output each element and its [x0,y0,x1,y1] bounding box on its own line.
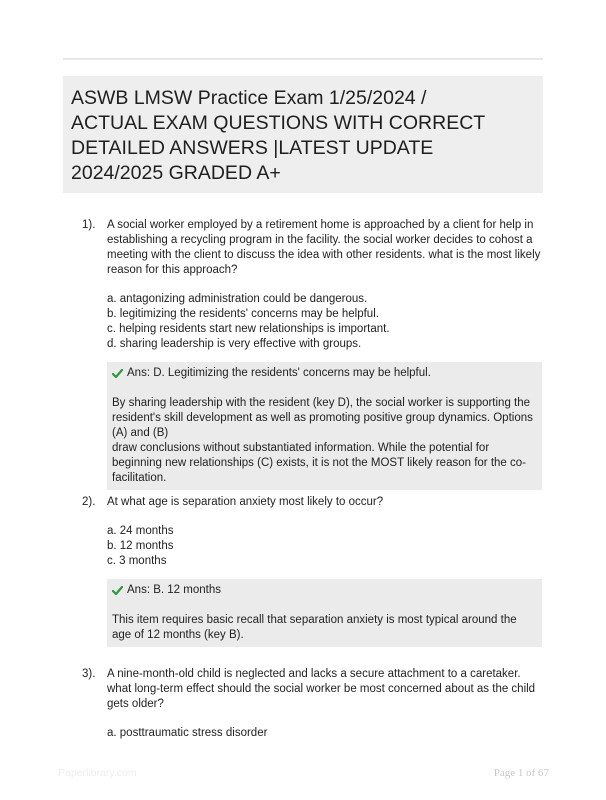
option-item: a. posttraumatic stress disorder [107,727,268,739]
options-list [107,726,542,741]
option-item: c. helping residents start new relationships is important. [107,323,390,335]
options-list [107,292,542,352]
question-1 [82,218,542,490]
option-item: c. 3 months [107,555,167,567]
option-item: d. sharing leadership is very effective with groups. [107,338,362,350]
question-text: A social worker employed by a retirement home is approached by a client for help in establishing a recycling program in the facility. the social worker decides to cohost a meeting with the client to discuss the idea with other residents. what is the most likely reason for this approach? [107,219,541,276]
answer-text: Ans: D. Legitimizing the residents' concerns may be helpful. [127,367,431,379]
answer-box [107,362,542,490]
question-number: 1). [82,219,96,231]
option-item: b. 12 months [107,540,174,552]
answer-line [112,583,534,598]
page-indicator: Page 1 of 67 [493,767,549,779]
top-divider [63,58,543,60]
document-title: ASWB LMSW Practice Exam 1/25/2024 / ACTUAL EXAM QUESTIONS WITH CORRECT DETAILED ANSWERS |LATEST UPDATE 2024/2025 GRADED A+ [71,87,486,184]
options-list [107,524,542,569]
answer-box [107,579,542,647]
question-number: 3). [82,668,96,680]
answer-explanation: This item requires basic recall that separation anxiety is most typical around the age of 12 months (key B). [112,614,517,641]
question-text: At what age is separation anxiety most likely to occur? [107,496,384,508]
answer-text: Ans: B. 12 months [127,584,221,596]
watermark: Paperlibrary.com [58,767,137,779]
question-2 [82,495,542,647]
option-item: a. 24 months [107,525,174,537]
check-icon [112,368,123,379]
option-item: b. legitimizing the residents' concerns may be helpful. [107,308,379,320]
title-banner [63,76,543,193]
question-3 [82,667,542,741]
answer-explanation: By sharing leadership with the resident (key D), the social worker is supporting the resident's skill development as well as promoting positive group dynamics. Options (A) and (B) draw conclusions without substantiated information. While the potential for beginning new relationships (C) exists, it is not the MOST likely reason for the co-facilitation. [112,397,533,484]
check-icon [112,585,123,596]
option-item: a. antagonizing administration could be dangerous. [107,293,368,305]
question-number: 2). [82,496,96,508]
question-text: A nine-month-old child is neglected and lacks a secure attachment to a caretaker. what long-term effect should the social worker be most concerned about as the child gets older? [107,668,536,710]
answer-line [112,366,534,381]
